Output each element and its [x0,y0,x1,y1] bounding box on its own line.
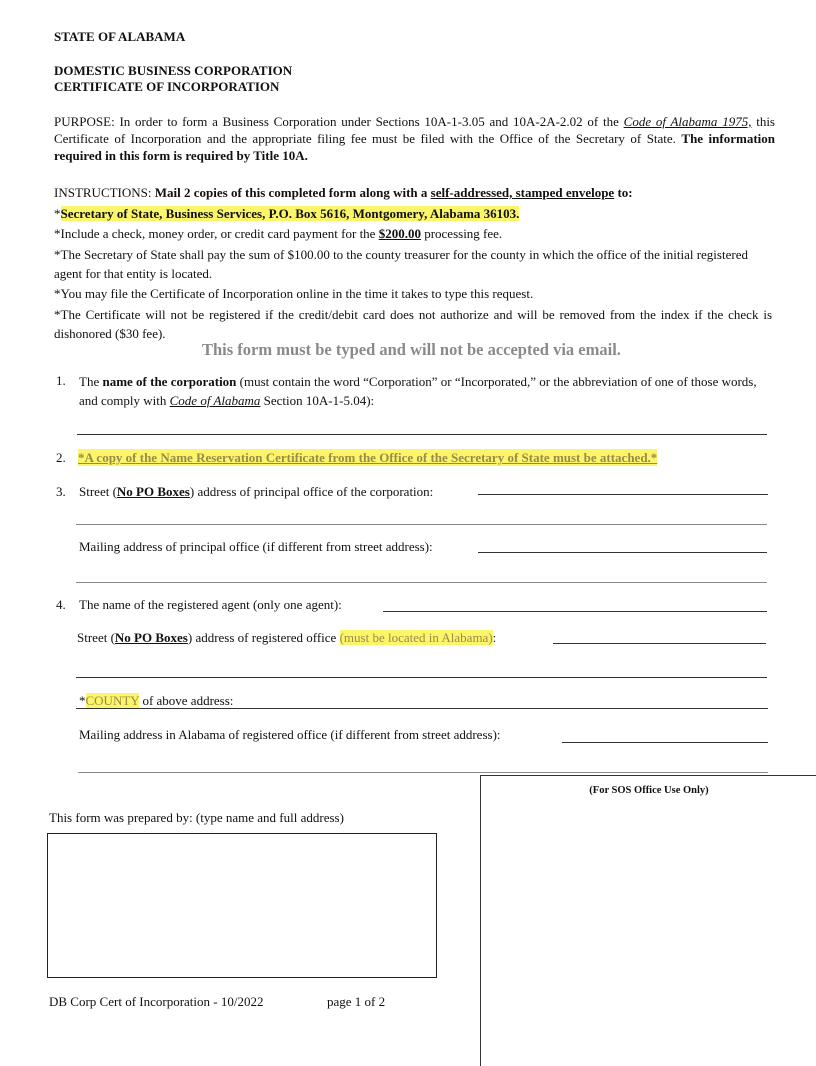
located-in-alabama-highlight: (must be located in Alabama) [339,630,493,645]
item-3-number: 3. [56,484,66,499]
county-label: *COUNTY of above address: [79,693,234,708]
principal-street-field[interactable] [478,494,768,495]
registered-street-label: Street (No PO Boxes) address of registered office (must be located in Alabama): [77,630,497,645]
principal-mailing-label: Mailing address of principal office (if different from street address): [79,539,433,554]
form-title-line2: CERTIFICATE OF INCORPORATION [54,79,280,94]
registered-agent-label: The name of the registered agent (only one agent): [79,597,342,612]
instructions-heading: INSTRUCTIONS: Mail 2 copies of this completed form along with a self-addressed, stamped envelope to: [54,185,633,200]
state-title: STATE OF ALABAMA [54,29,186,44]
purpose-paragraph: PURPOSE: In order to form a Business Corporation under Sections 10A-1-3.05 and 10A-2A-2.02 of the Code of Alabama 1975, this Certificate of Incorporation and the appropriate filing fee must be filed with the Office of the Secretary of State. The information required in this form is required by Title 10A. [54,114,775,163]
registered-street-field-line2[interactable] [76,677,767,678]
principal-mailing-field-line2[interactable] [76,582,767,583]
self-addressed-envelope: self-addressed, stamped envelope [430,185,615,200]
office-use-box [480,775,816,1066]
treasurer-instruction: *The Secretary of State shall pay the sum of $100.00 to the county treasurer for the county in which the office of the initial registered agent for that entity is located. [54,247,748,281]
sos-address-highlight: Secretary of State, Business Services, P.O. Box 5616, Montgomery, Alabama 36103. [60,206,520,221]
principal-street-label: Street (No PO Boxes) address of principal office of the corporation: [79,484,434,499]
prepared-by-label: This form was prepared by: (type name and full address) [49,810,344,825]
registered-mailing-field[interactable] [562,742,768,743]
registered-street-field[interactable] [553,643,766,644]
corporation-name-field[interactable] [77,434,767,435]
item-1-text: The name of the corporation (must contain the word “Corporation” or “Incorporated,” or the abbreviation of one of those words, and comply with Code of Alabama Section 10A-1-5.04): [79,374,757,408]
registered-mailing-field-line2[interactable] [78,772,768,773]
mailing-address: *Secretary of State, Business Services, P.O. Box 5616, Montgomery, Alabama 36103. [54,206,520,221]
principal-mailing-field[interactable] [478,552,767,553]
registered-mailing-label: Mailing address in Alabama of registered office (if different from street address): [79,727,501,742]
registered-agent-field[interactable] [383,611,767,612]
item-1-number: 1. [56,373,66,388]
principal-street-field-line2[interactable] [76,524,767,525]
fee-instruction: *Include a check, money order, or credit card payment for the $200.00 processing fee. [54,226,503,241]
county-field[interactable] [76,708,768,709]
online-instruction: *You may file the Certificate of Incorporation online in the time it takes to type this request. [54,286,534,301]
fee-amount: $200.00 [378,226,421,241]
item-4-number: 4. [56,597,66,612]
prepared-by-box[interactable] [47,833,437,978]
card-instruction: *The Certificate will not be registered if the credit/debit card does not authorize and will be removed from the index if the check is dishonored ($30 fee). [54,307,772,341]
footer-page-number: page 1 of 2 [327,994,386,1009]
footer-form-id: DB Corp Cert of Incorporation - 10/2022 [49,994,264,1009]
name-reservation-notice: *A copy of the Name Reservation Certificate from the Office of the Secretary of State must be attached.* [78,450,658,465]
typed-only-notice: This form must be typed and will not be accepted via email. [202,340,621,359]
office-use-label: (For SOS Office Use Only) [589,785,709,796]
item-2-number: 2. [56,450,66,465]
form-title-line1: DOMESTIC BUSINESS CORPORATION [54,63,293,78]
code-of-alabama-ref: Code of Alabama 1975, [623,114,752,129]
county-highlight: COUNTY [85,693,140,708]
